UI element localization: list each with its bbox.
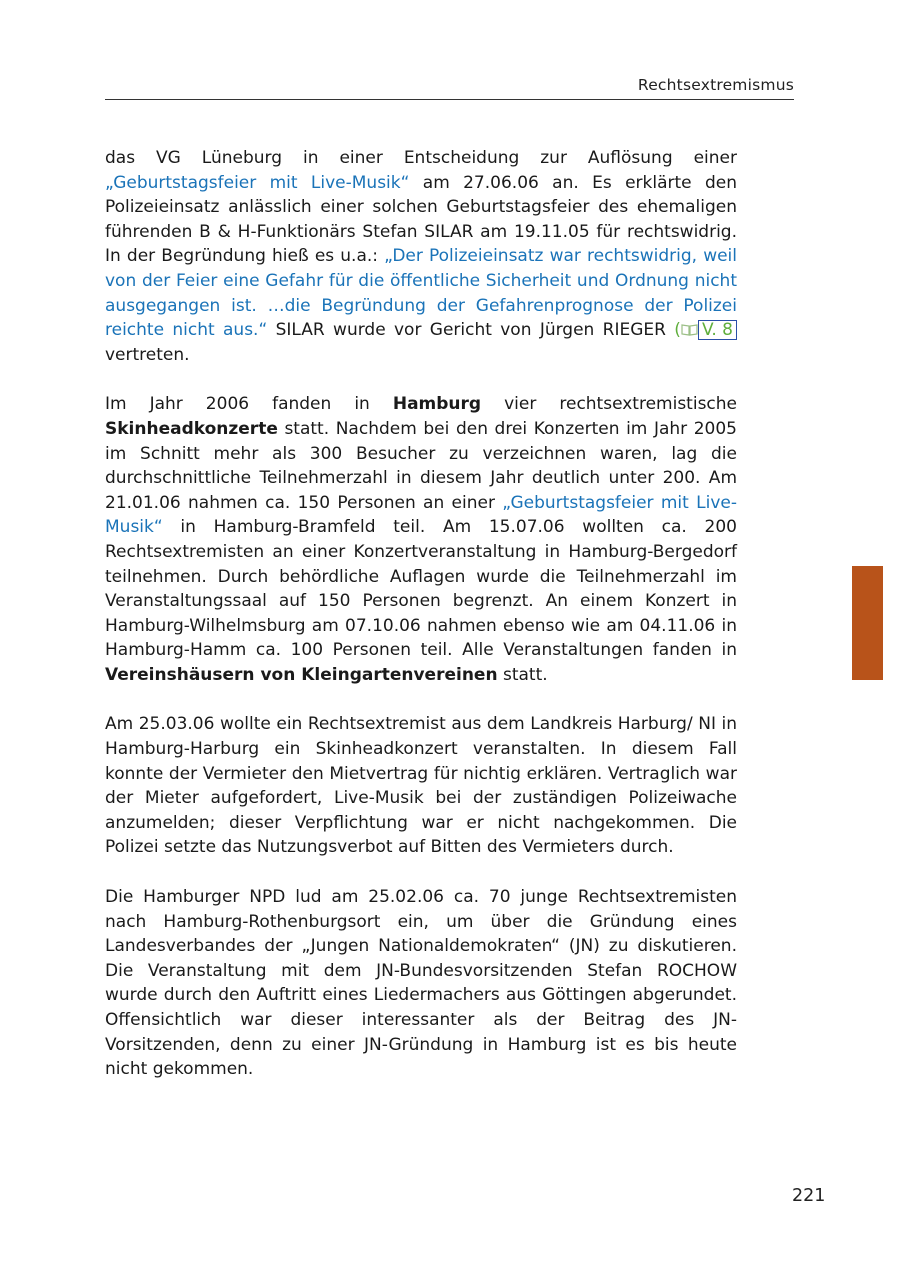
paragraph-2: Im Jahr 2006 fanden in Hamburg vier rechtsextremistische Skinheadkonzerte statt. Nachdem bei den drei Konzerten im Jahr 2005 im Schnitt mehr als 300 Besucher zu verzeichnen waren, lag die durchschnittliche Teilnehmerzahl in diesem Jahr deutlich unter 200. Am 21.01.06 nahmen ca. 150 Personen an einer „Geburtstagsfeier mit Live-Musik“ in Hamburg-Bramfeld teil. Am 15.07.06 wollten ca. 200 Rechtsextremisten an einer Konzertveranstaltung in Hamburg-Bergedorf teilnehmen. Durch behördliche Auflagen wurde die Teilnehmerzahl im Veranstaltungssaal auf 150 Personen begrenzt. An einem Konzert in Hamburg-Wilhelmsburg am 07.10.06 nahmen ebenso wie am 04.11.06 in Hamburg-Hamm ca. 100 Personen teil. Alle Veranstaltungen fanden in Vereinshäusern von Kleingartenvereinen statt.: [105, 394, 738, 685]
quote: „Der Polizeieinsatz war rechtswidrig, weil von der Feier eine Gefahr für die öffentliche Sicherheit und Ordnung nicht ausgegangen ist. …die Begründung der Gefahrenprognose der Polizei reichte nicht aus.“: [105, 246, 738, 341]
header-title: Rechtsextremismus: [637, 76, 794, 94]
main-text: [105, 146, 737, 1107]
paragraph-4: Die Hamburger NPD lud am 25.02.06 ca. 70 junge Rechtsextremisten nach Hamburg-Rothenburgsort ein, um über die Gründung eines Landesverbandes der „Jungen Nationaldemokraten“ (JN) zu diskutieren. Die Veranstaltung mit dem JN-Bundesvorsitzenden Stefan ROCHOW wurde durch den Auftritt eines Liedermachers aus Göttingen abgerundet. Offensichtlich war dieser interessanter als der Beitrag des JN-Vorsitzenden, denn zu einer JN-Gründung in Hamburg ist es bis heute nicht gekommen.: [105, 887, 737, 1080]
quote: „Geburtstagsfeier mit Live-Musik“: [105, 492, 737, 538]
quote: „Geburtstagsfeier mit Live-Musik“: [105, 172, 410, 193]
bold-text: Vereinshäusern von Kleingartenvereinen: [105, 664, 498, 685]
paragraph-3: Am 25.03.06 wollte ein Rechtsextremist aus dem Landkreis Harburg/ NI in Hamburg-Harburg ein Skinheadkonzert veranstalten. In diesem Fall konnte der Vermieter den Mietvertrag für nichtig erklären. Vertraglich war der Mieter aufgefordert, Live-Musik bei der zuständigen Polizeiwache anzumelden; dieser Verpflichtung war er nicht nachgekommen. Die Polizei setzte das Nutzungsverbot auf Bitten des Vermieters durch.: [105, 714, 737, 858]
cross-reference-link[interactable]: V. 8: [698, 320, 737, 340]
book-icon: [681, 323, 698, 336]
bold-text: Skinheadkonzerte: [105, 418, 278, 439]
chapter-tab: [852, 566, 883, 680]
paragraph-1: das VG Lüneburg in einer Entscheidung zur Auflösung einer „Geburtstagsfeier mit Live-Musik“ am 27.06.06 an. Es erklärte den Polizeieinsatz anlässlich einer solchen Geburtstagsfeier des ehemaligen führenden B & H-Funktionärs Stefan SILAR am 19.11.05 für rechtswidrig. In der Begründung hieß es u.a.: „Der Polizeieinsatz war rechtswidrig, weil von der Feier eine Gefahr für die öffentliche Sicherheit und Ordnung nicht ausgegangen ist. …die Begründung der Gefahrenprognose der Polizei reichte nicht aus.“ SILAR wurde vor Gericht von Jürgen RIEGER ( V. 8 vertreten.: [105, 148, 738, 365]
page-number: 221: [792, 1186, 826, 1206]
running-header: [105, 74, 794, 100]
bold-text: Hamburg: [392, 394, 482, 415]
reference-open: (: [674, 320, 681, 341]
